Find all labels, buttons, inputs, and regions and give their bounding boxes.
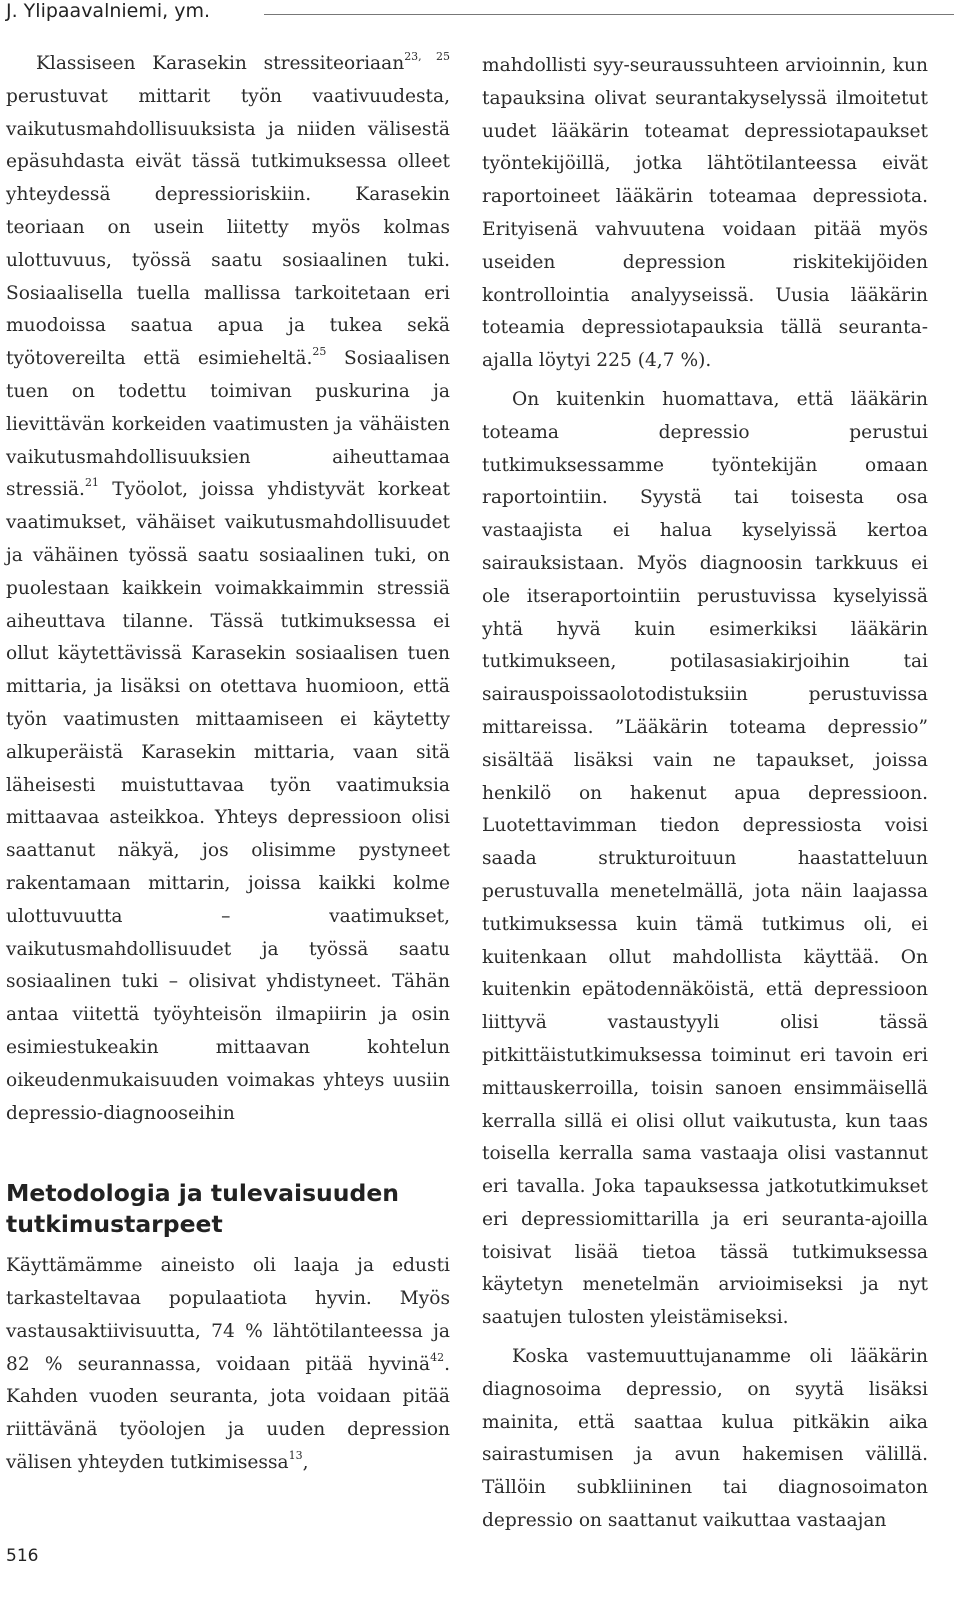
- left-paragraph-2: [6, 1250, 450, 1480]
- citation-superscript: 13: [288, 1448, 303, 1462]
- page-number: 516: [6, 1546, 39, 1566]
- citation-superscript: 21: [84, 476, 99, 490]
- text-run: ,: [302, 1452, 309, 1474]
- citation-superscript: 23, 25: [404, 49, 450, 63]
- text-run: perustuvat mittarit työn vaativuudesta, vaikutusmahdollisuuksista ja niiden välisestä epäsuhdasta eivät tässä tutkimuksessa olleet yhteydessä depressioriskiin. Karasekin teoriaan on usein liitetty myös kolmas ulottuvuus, työssä saatu sosiaalinen tuki. Sosiaalisella tuella mallissa tarkoitetaan eri muodoissa saatua apua ja tukea sekä työtovereilta että esimieheltä.: [6, 85, 450, 370]
- right-paragraph-1: mahdollisti syy-seuraussuhteen arvioinnin, kun tapauksina olivat seurantakyselyssä ilmoitetut uudet lääkärin toteamat depressiotapaukset työntekijöillä, jotka lähtötilanteessa eivät raportoineet lääkärin toteamaa depressiota. Erityisenä vahvuutena voidaan pitää myös useiden depression riskitekijöiden kontrollointia analyyseissä. Uusia lääkärin toteamia depressiotapauksia tällä seuranta-ajalla löytyi 225 (4,7 %).: [482, 55, 928, 372]
- section-heading: Metodologia ja tulevaisuuden tutkimustarpeet: [6, 1179, 400, 1239]
- left-paragraph-1: [6, 48, 450, 1130]
- text-run: Klassiseen Karasekin stressiteoriaan: [36, 53, 405, 74]
- citation-superscript: 25: [312, 344, 327, 358]
- running-header: [6, 0, 954, 30]
- text-run: . Kahden vuoden seuranta, jota voidaan pitää riittävänä työolojen ja uuden depression välisen yhteyden tutkimisessa: [6, 1353, 450, 1474]
- text-run: Sosiaalisen tuen on todettu toimivan puskurina ja lievittävän korkeiden vaatimusten ja vähäisten vaikutusmahdollisuuksien aiheuttamaa stressiä.: [6, 348, 450, 501]
- right-column: [482, 50, 928, 1538]
- citation-superscript: 42: [430, 1350, 445, 1364]
- right-paragraph-3: Koska vastemuuttujanamme oli lääkärin diagnosoima depressio, on syytä lisäksi mainita, että saattaa kulua pitkäkin aika sairastumisen ja avun hakemisen välillä. Tällöin subkliininen tai diagnosoimaton depressio on saattanut vaikuttaa vastaajan: [482, 1346, 928, 1532]
- left-column: [6, 48, 450, 1480]
- running-header-author: J. Ylipaavalniemi, ym.: [6, 0, 211, 22]
- text-run: Käyttämämme aineisto oli laaja ja edusti tarkasteltavaa populaatiota hyvin. Myös vastausaktiivisuutta, 74 % lähtötilanteessa ja 82 % seurannassa, voidaan pitää hyvinä: [6, 1255, 450, 1375]
- header-rule: [264, 14, 954, 15]
- right-paragraph-2: On kuitenkin huomattava, että lääkärin toteama depressio perustui tutkimuksessamme työntekijän omaan raportointiin. Syystä tai toisesta osa vastaajista ei halua kyselyissä kertoa sairauksistaan. Myös diagnoosin tarkkuus ei ole itseraportointiin perustuvissa kyselyissä yhtä hyvä kuin esimerkiksi lääkärin tutkimukseen, potilasasiakirjoihin tai sairauspoissaolotodistuksiin perustuvissa mittareissa. ”Lääkärin toteama depressio” sisältää lisäksi vain ne tapaukset, joissa henkilö on hakenut apua depressioon. Luotettavimman tiedon depressiosta voisi saada strukturoituun haastatteluun perustuvalla menetelmällä, jota näin laajassa tutkimuksessa kuin tämä tutkimus oli, ei kuitenkaan ollut mahdollista käyttää. On kuitenkin epätodennäköistä, että depressioon liittyvä vastaustyyli olisi tässä pitkittäistutkimuksessa toiminut eri tavoin eri mittauskerroilla, toisin sanoen ensimmäisellä kerralla sillä ei olisi ollut vaikutusta, kun taas toisella kerralla sama vastaaja olisi vastannut eri tavalla. Joka tapauksessa jatkotutkimukset eri depressiomittarilla ja eri seuranta-ajoilla toisivat lisää tietoa tässä tutkimuksessa käytetyn menetelmän arvioimiseksi ja nyt saatujen tulosten yleistämiseksi.: [482, 388, 928, 1329]
- text-run: Työolot, joissa yhdistyvät korkeat vaatimukset, vähäiset vaikutusmahdollisuudet ja vähäinen työssä saatu sosiaalinen tuki, on puolestaan kaikkein voimakkaimmin stressiä aiheuttava tilanne. Tässä tutkimuksessa ei ollut käytettävissä Karasekin sosiaalisen tuen mittaria, ja lisäksi on otettava huomioon, että työn vaatimusten mittaamiseen ei käytetty alkuperäistä Karasekin mittaria, vaan sitä läheisesti muistuttavaa työn vaatimuksia mittaavaa asteikkoa. Yhteys depressioon olisi saattanut näkyä, jos olisimme pystyneet rakentamaan mittarin, joissa kaikki kolme ulottuvuutta – vaatimukset, vaikutusmahdollisuudet ja työssä saatu sosiaalinen tuki – olisivat yhdistyneet. Tähän antaa viitettä työyhteisön ilmapiirin ja osin esimiestukeakin mittaavan kohtelun oikeudenmukaisuuden voimakas yhteys uusiin depressio-diagnooseihin: [6, 479, 450, 1124]
